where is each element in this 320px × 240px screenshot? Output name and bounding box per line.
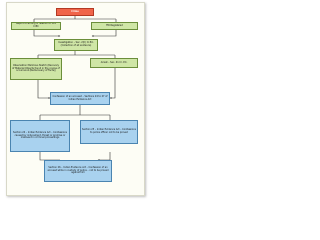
investigation-box [54,39,98,51]
fir-label: FIR Registered [106,23,123,27]
section-25-box [80,120,138,144]
arrest-box [90,58,138,68]
connector-fir-investigation [92,30,116,36]
connector-sections-sec26 [40,152,110,160]
crime-label: Crime [71,9,79,13]
connector-arrest-confession [110,68,115,98]
section-24-label: Section 24 – Indian Evidence Act – Confessions caused by inducement, threat or promise or irrelevant in criminal proceedings [13,130,67,140]
connector-confession-sections [40,105,110,120]
confession-label: Confession of an accused – Sections 24 to 27 of Indian Evidence Act [52,94,108,101]
observation-box [10,58,62,80]
section-24-box [10,120,70,152]
section-26-box [44,160,112,182]
crime-box [56,8,94,16]
investigation-label: Investigation – Sec. 2(h) Cr.P.C. (Collection of all evidence) [58,41,94,47]
connector-report-investigation [34,30,60,36]
confession-box [50,92,110,105]
report-box [11,22,61,30]
observation-label: Observation Malicious Sketch (Recovery of Material Objects found in the course of occurrence (Rediscovery of Facts)) [12,63,60,73]
section-25-label: Section 25 – Indian Evidence Act – Confessions to police officer not to be proved [82,128,136,134]
fir-box [91,22,138,30]
report-label: Report to writing in relation to 154 CrPC [16,22,56,28]
connector-observation-confession [38,80,50,98]
arrest-label: Arrest – Sec. 41 Cr. P.C. [100,60,128,64]
connector-investigation-split [38,51,115,58]
section-26-label: Section 26 – Indian Evidence Act – Confession of an accused while in custody of police – not to be proved against him [47,165,109,175]
